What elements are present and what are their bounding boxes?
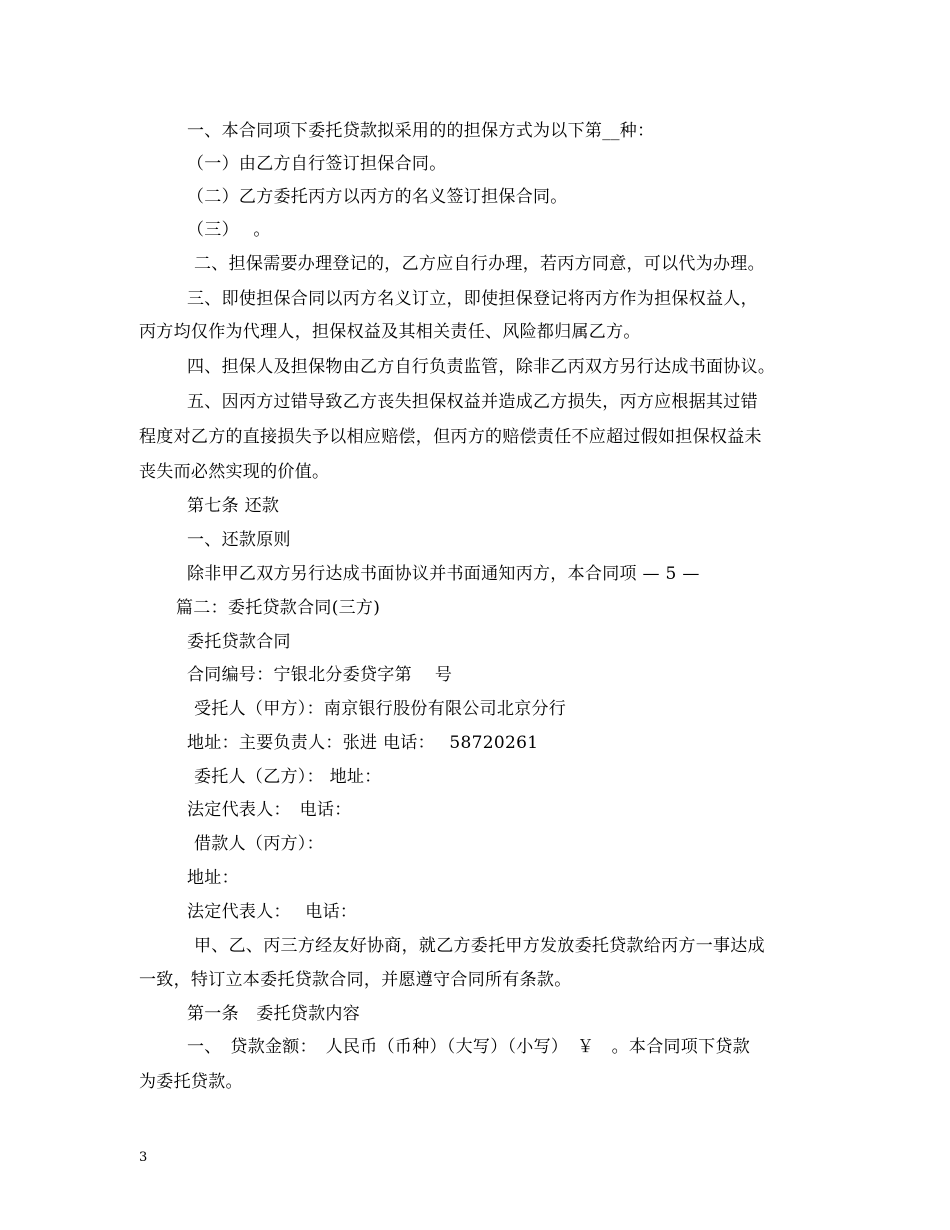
text-line: 为委托贷款。	[139, 1072, 243, 1092]
text-line: 四、担保人及担保物由乙方自行负责监管，除非乙丙双方另行达成书面协议。	[187, 357, 776, 377]
text-line: 法定代表人： 电话：	[187, 902, 358, 922]
text-line: 丙方均仅作为代理人，担保权益及其相关责任、风险都归属乙方。	[139, 322, 641, 342]
text-line: 除非甲乙双方另行达成书面协议并书面通知丙方，本合同项 — 5 —	[187, 564, 700, 584]
text-line: 一、本合同项下委托贷款拟采用的的担保方式为以下第__种：	[187, 121, 655, 141]
text-line: 丧失而必然实现的价值。	[139, 462, 330, 482]
text-line: 委托贷款合同	[187, 632, 291, 652]
section-heading: 第七条 还款	[187, 496, 280, 516]
text-line: 一致，特订立本委托贷款合同，并愿遵守合同所有条款。	[139, 970, 572, 990]
text-line: 委托人（乙方）： 地址：	[194, 767, 382, 787]
section-heading: 篇二：委托贷款合同(三方)	[176, 598, 381, 618]
text-line: 一、还款原则	[187, 530, 291, 550]
text-line: 一、 贷款金额： 人民币（币种）（大写）（小写） ￥ 。本合同项下贷款	[187, 1037, 750, 1057]
text-line: 程度对乙方的直接损失予以相应赔偿，但丙方的赔偿责任不应超过假如担保权益未	[139, 427, 762, 447]
text-line: 法定代表人： 电话：	[187, 800, 352, 820]
text-line: 合同编号：宁银北分委贷字第 号	[187, 665, 453, 685]
text-line: 甲、乙、丙三方经友好协商，就乙方委托甲方发放委托贷款给丙方一事达成	[194, 936, 765, 956]
text-line: 五、因丙方过错导致乙方丧失担保权益并造成乙方损失，丙方应根据其过错	[187, 392, 758, 412]
text-line: 二、担保需要办理登记的，乙方应自行办理，若丙方同意，可以代为办理。	[194, 254, 765, 274]
text-line: （三） 。	[187, 220, 271, 240]
text-line: 地址：	[187, 868, 239, 888]
text-line: 地址：主要负责人：张进 电话： 58720261	[187, 733, 539, 753]
text-line: 三、即使担保合同以丙方名义订立，即使担保登记将丙方作为担保权益人，	[187, 289, 758, 309]
text-line: 借款人（丙方）：	[194, 834, 324, 854]
text-line: 受托人（甲方）：南京银行股份有限公司北京分行	[194, 699, 567, 719]
section-heading: 第一条 委托贷款内容	[187, 1004, 360, 1024]
page-number: 3	[139, 1150, 148, 1165]
text-line: （二）乙方委托丙方以丙方的名义签订担保合同。	[187, 187, 568, 207]
text-line: （一）由乙方自行签订担保合同。	[187, 154, 447, 174]
